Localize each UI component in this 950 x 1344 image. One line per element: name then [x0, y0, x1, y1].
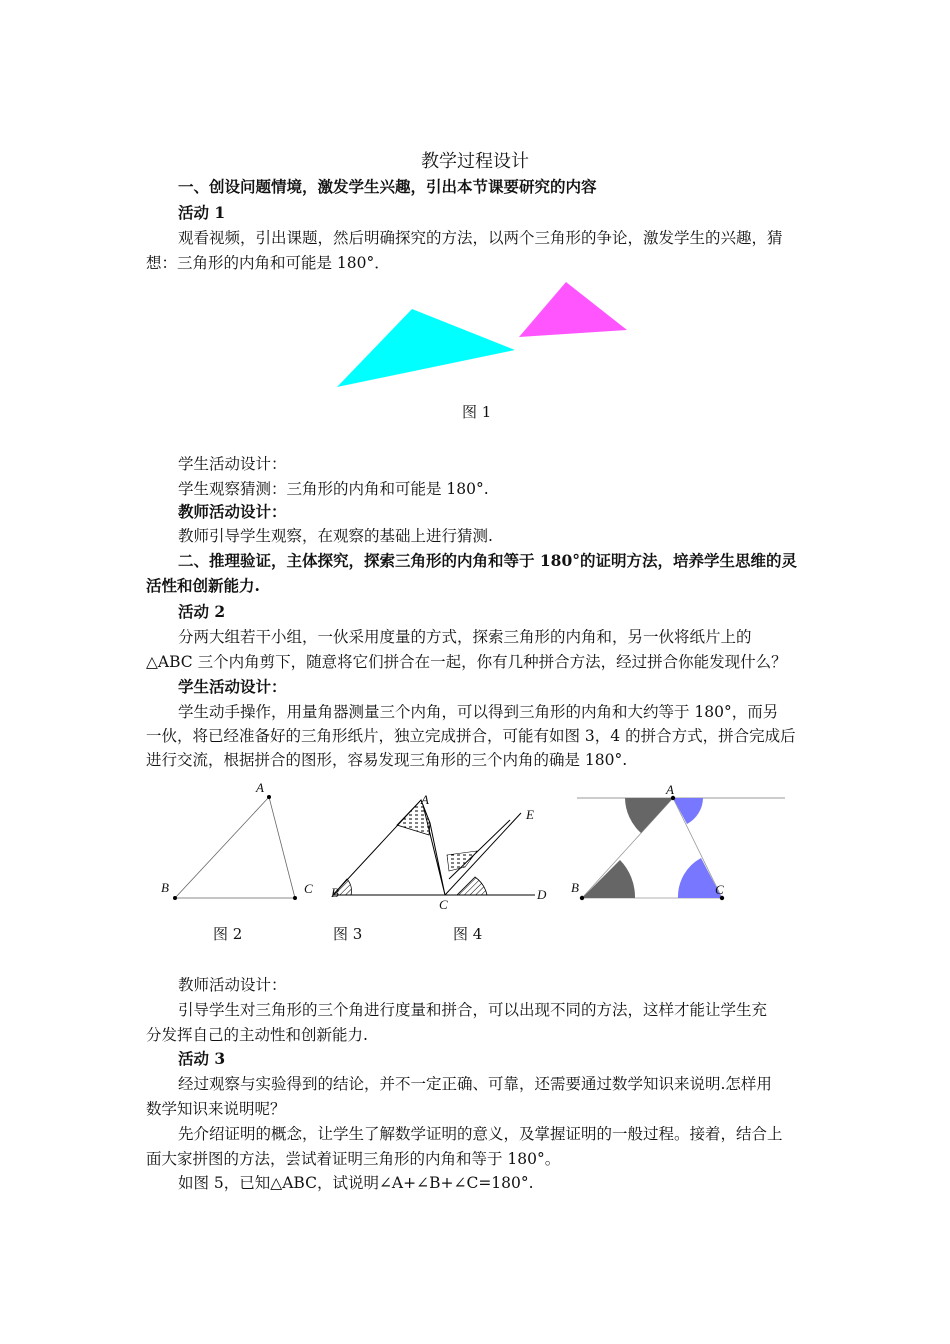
vertex-b-dot: [580, 896, 584, 900]
activity1-text-line2: 想：三角形的内角和可能是 180°．: [146, 254, 390, 272]
student-activity2-line2: 一伙，将已经准备好的三角形纸片，独立完成拼合，可能有如图 3，4 的拼合方式，拼合完成后: [146, 727, 796, 745]
blue-sector-top: [673, 798, 703, 824]
activity2-text-line1: 分两大组若干小组，一伙采用度量的方式，探索三角形的内角和，另一伙将纸片上的: [178, 628, 752, 646]
page-title: 教学过程设计: [421, 151, 529, 172]
student-activity-label: 学生活动设计：: [178, 455, 287, 473]
section2-heading-line2: 活性和创新能力.: [146, 576, 260, 595]
cyan-triangle: [337, 309, 515, 387]
figure4-caption: 图 4: [453, 925, 483, 943]
teacher-activity-text: 教师引导学生观察，在观察的基础上进行猜测.: [178, 527, 493, 545]
figure4-parallel-line: [565, 780, 790, 910]
teacher-activity-label: 教师活动设计：: [178, 502, 287, 521]
triangle-abc: [175, 797, 295, 898]
label-c: C: [304, 881, 313, 896]
vertex-c-dot: [293, 896, 297, 900]
label-a: A: [421, 792, 429, 807]
label-c: C: [715, 882, 724, 897]
label-b: B: [161, 880, 169, 895]
label-b: B: [331, 885, 339, 900]
section1-heading: 一、创设问题情境，激发学生兴趣，引出本节课要研究的内容: [178, 177, 597, 196]
label-a: A: [256, 780, 264, 795]
activity3-p1-line1: 经过观察与实验得到的结论，并不一定正确、可靠，还需要通过数学知识来说明.怎样用: [178, 1075, 772, 1093]
figure2-triangle: [155, 780, 325, 910]
activity1-label: 活动 1: [178, 203, 226, 222]
label-b: B: [571, 880, 579, 895]
label-c: C: [439, 897, 448, 912]
activity3-p3: 如图 5，已知△ABC，试说明∠A+∠B+∠C=180°.: [178, 1174, 534, 1192]
label-d: D: [537, 887, 547, 902]
student-activity2-line1: 学生动手操作，用量角器测量三个内角，可以得到三角形的内角和大约等于 180°，而另: [178, 703, 779, 721]
dark-sector-top: [625, 798, 673, 833]
teacher-activity2-label: 教师活动设计：: [178, 976, 287, 994]
figure1-caption: 图 1: [462, 403, 492, 421]
activity3-p2-line1: 先介绍证明的概念，让学生了解数学证明的意义，及掌握证明的一般过程。接着，结合上: [178, 1125, 783, 1143]
dark-sector-b: [582, 860, 635, 898]
teacher-activity2-line1: 引导学生对三角形的三个角进行度量和拼合，可以出现不同的方法，这样才能让学生充: [178, 1001, 768, 1019]
activity2-text-line2: △ABC 三个内角剪下，随意将它们拼合在一起，你有几种拼合方法，经过拼合你能发现什么？: [146, 653, 787, 671]
activity1-text-line1: 观看视频，引出课题，然后明确探究的方法，以两个三角形的争论，激发学生的兴趣，猜: [178, 229, 783, 247]
cut-angle-lines: [423, 805, 445, 895]
magenta-triangle: [519, 282, 627, 337]
ray-inner: [449, 820, 510, 879]
angle-b-piece: [447, 851, 477, 871]
student-activity-text: 学生观察猜测：三角形的内角和可能是 180°.: [178, 480, 489, 498]
student-activity2-line3: 进行交流，根据拼合的图形，容易发现三角形的三个内角的确是 180°.: [146, 751, 628, 769]
section2-heading-line1: 二、推理验证，主体探究，探索三角形的内角和等于 180°的证明方法，培养学生思维的灵: [178, 551, 798, 570]
activity3-label: 活动 3: [178, 1049, 226, 1068]
figure3-caption: 图 3: [333, 925, 363, 943]
vertex-a-dot: [267, 795, 271, 799]
label-a: A: [666, 782, 674, 797]
figure3-angle-assembly: [325, 785, 555, 915]
activity3-p2-line2: 面大家拼图的方法，尝试着证明三角形的内角和等于 180°。: [146, 1150, 561, 1168]
angle-c-arc: [457, 877, 487, 895]
student-activity2-label: 学生活动设计：: [178, 677, 287, 696]
label-e: E: [526, 807, 534, 822]
activity3-p1-line2: 数学知识来说明呢？: [146, 1100, 286, 1118]
figure2-caption: 图 2: [213, 925, 243, 943]
teacher-activity2-line2: 分发挥自己的主动性和创新能力.: [146, 1026, 368, 1044]
activity2-label: 活动 2: [178, 602, 226, 621]
vertex-b-dot: [173, 896, 177, 900]
figure1-triangles: [320, 275, 640, 395]
